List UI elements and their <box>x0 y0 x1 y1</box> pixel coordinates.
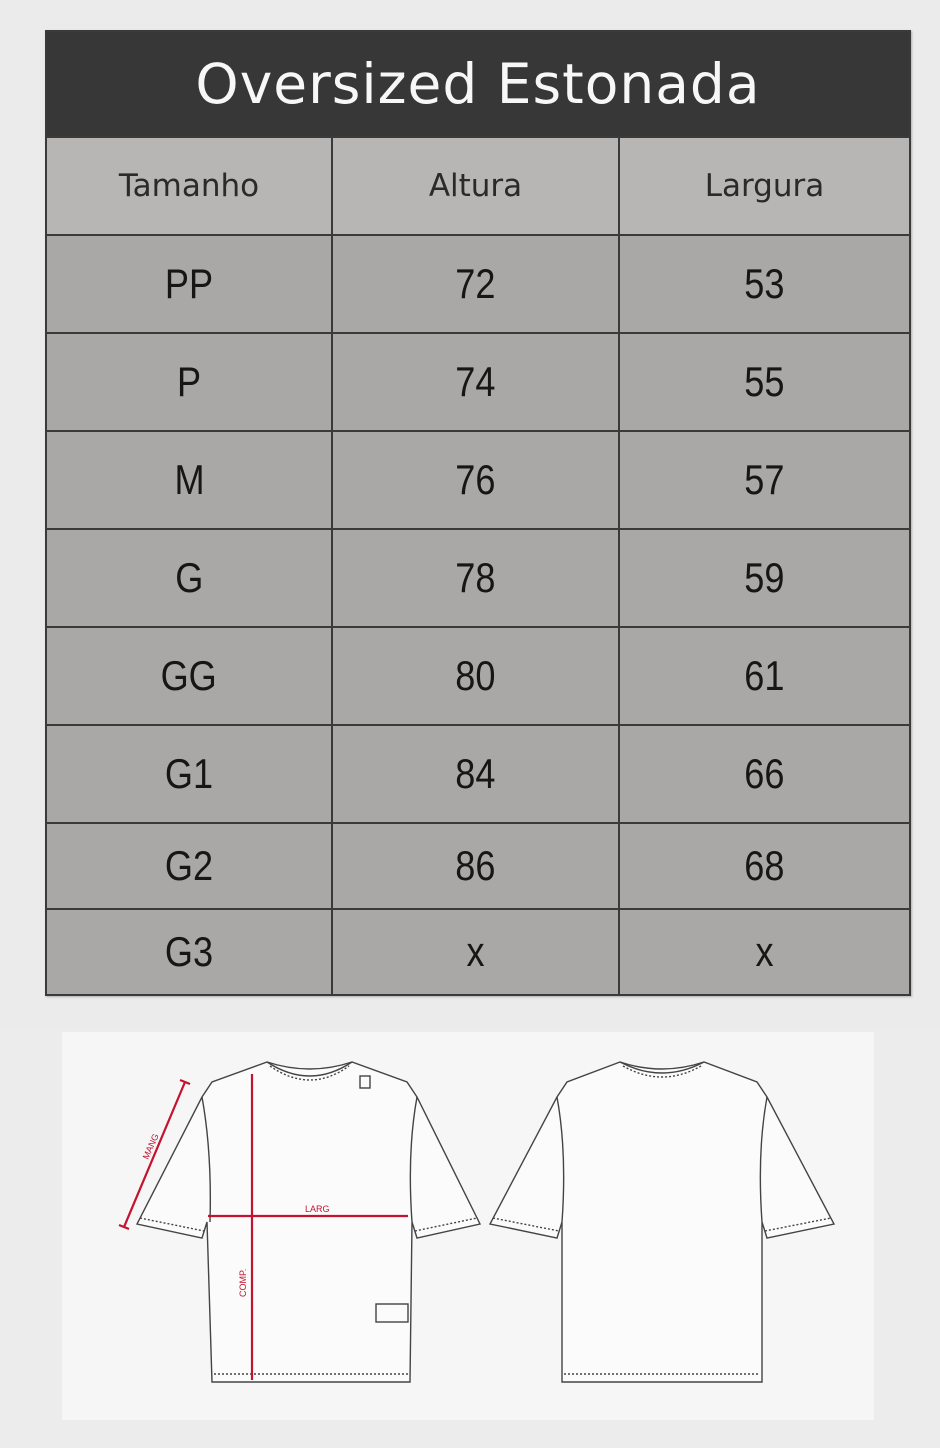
title-row <box>46 31 910 137</box>
size-cell: M <box>46 431 332 529</box>
size-cell: P <box>46 333 332 431</box>
largura-cell: 57 <box>619 431 910 529</box>
table-row <box>46 725 910 823</box>
table-row <box>46 333 910 431</box>
header-largura: Largura <box>619 137 910 235</box>
tshirt-back-icon <box>490 1062 834 1382</box>
size-table <box>45 30 911 996</box>
table-title: Oversized Estonada <box>46 31 910 137</box>
altura-cell: 72 <box>332 235 619 333</box>
table-row <box>46 823 910 909</box>
altura-cell: 74 <box>332 333 619 431</box>
table-row <box>46 529 910 627</box>
altura-cell: 86 <box>332 823 619 909</box>
altura-cell: 80 <box>332 627 619 725</box>
altura-cell: 84 <box>332 725 619 823</box>
largura-cell: 66 <box>619 725 910 823</box>
largura-cell: x <box>619 909 910 995</box>
measurement-diagram <box>62 1032 874 1420</box>
width-label: LARG <box>305 1204 330 1214</box>
largura-cell: 55 <box>619 333 910 431</box>
altura-cell: x <box>332 909 619 995</box>
table-row <box>46 235 910 333</box>
length-label: COMP. <box>238 1268 248 1297</box>
altura-cell: 78 <box>332 529 619 627</box>
size-cell: G3 <box>46 909 332 995</box>
sleeve-label: MANG <box>140 1132 161 1161</box>
tshirt-diagram <box>62 1032 874 1420</box>
header-row <box>46 137 910 235</box>
altura-cell: 76 <box>332 431 619 529</box>
table-row <box>46 909 910 995</box>
largura-cell: 61 <box>619 627 910 725</box>
table-row <box>46 431 910 529</box>
header-tamanho: Tamanho <box>46 137 332 235</box>
header-altura: Altura <box>332 137 619 235</box>
size-cell: G2 <box>46 823 332 909</box>
size-cell: G <box>46 529 332 627</box>
size-cell: G1 <box>46 725 332 823</box>
largura-cell: 68 <box>619 823 910 909</box>
table-row <box>46 627 910 725</box>
tshirt-front-icon <box>137 1062 480 1382</box>
largura-cell: 53 <box>619 235 910 333</box>
largura-cell: 59 <box>619 529 910 627</box>
size-cell: PP <box>46 235 332 333</box>
size-cell: GG <box>46 627 332 725</box>
